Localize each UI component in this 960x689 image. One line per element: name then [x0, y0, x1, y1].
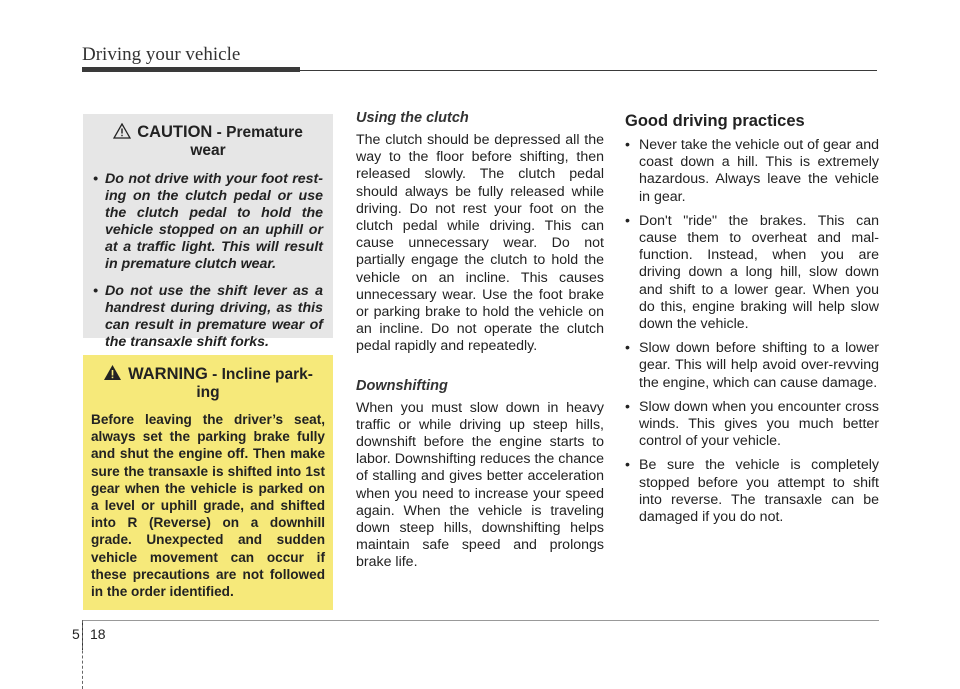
caution-box	[83, 114, 333, 350]
header-rule-thin	[300, 70, 877, 71]
warning-title-suffix: - Incline park-	[207, 366, 313, 383]
caution-title-suffix: - Premature	[212, 124, 303, 141]
practice-item: • Don't "ride" the brakes. This can cause them to overheat and mal-function. Instead, when you are driving down a long hill, slow down and shift to a lower gear. When you do this, engine braking will help slow down the vehicle.	[625, 213, 879, 333]
caution-list	[93, 171, 323, 351]
caution-triangle-icon	[113, 123, 131, 139]
caution-item: • Do not use the shift lever as a handrest during driving, as this can result in premature wear of the transaxle shift forks.	[93, 283, 323, 351]
warning-heading	[83, 364, 333, 402]
warning-triangle-icon	[103, 364, 122, 381]
practice-item: • Be sure the vehicle is completely stopped before you attempt to shift into reverse. The transaxle can be damaged if you do not.	[625, 457, 879, 526]
warning-title-suffix-cont: ing	[196, 384, 220, 401]
right-column	[625, 110, 879, 533]
practices-heading: Good driving practices	[625, 112, 805, 130]
clutch-paragraph: The clutch should be depressed all the way to the floor before shifting, then released slowly. The clutch pedal should always be fully released while driving. Do not rest your foot on the clutch pedal while driving. This can cause unnecessary wear. Do not partially engage the clutch to hold the vehicle on an incline. This causes unnecessary wear. Use the foot brake or parking brake to hold the vehicle on an incline. Do not operate the clutch pedal rapidly and repeatedly.	[356, 132, 604, 355]
practice-item: • Slow down when you encounter cross winds. This gives you much better control of your vehicle.	[625, 399, 879, 451]
header-rule-thick	[82, 67, 300, 72]
practice-item: • Slow down before shifting to a lower gear. This will help avoid over-revving the engine, which can cause damage.	[625, 340, 879, 392]
caution-title-suffix-cont: wear	[190, 142, 226, 159]
practice-item: • Never take the vehicle out of gear and coast down a hill. This is extremely hazardous. Always leave the vehicle in gear.	[625, 137, 879, 206]
downshifting-paragraph: When you must slow down in heavy traffic or while driving up steep hills, downshift before the engine starts to labor. Downshifting reduces the chance of stalling and gives better acceleration when you need to increase your speed again. When the vehicle is traveling down steep hills, downshifting helps maintain safe speed and prolongs brake life.	[356, 399, 604, 571]
clutch-heading: Using the clutch	[356, 110, 469, 126]
footer-margin-line	[82, 620, 84, 689]
chapter-number: 5	[72, 626, 80, 642]
caution-heading	[83, 123, 333, 160]
warning-box	[83, 355, 333, 610]
caution-label: CAUTION	[137, 123, 213, 141]
page-header-title: Driving your vehicle	[82, 44, 241, 65]
page-number: 18	[90, 626, 106, 642]
caution-item: • Do not drive with your foot rest-ing on the clutch pedal or use the clutch pedal to hold the vehicle stopped on an uphill or at a traffic light. This will result in premature clutch wear.	[93, 171, 323, 273]
practices-list	[625, 137, 879, 526]
middle-column	[356, 110, 604, 572]
warning-label: WARNING	[128, 365, 208, 383]
downshifting-heading: Downshifting	[356, 377, 448, 394]
warning-text: Before leaving the driver’s seat, always set the parking brake fully and shut the engine off. Then make sure the transaxle is shifted into 1st gear when the vehicle is parked on a level or uphill grade, and shifted into R (Reverse) on a downhill grade. Unexpected and sudden vehicle movement can occur if these precautions are not followed in the order identified.	[91, 412, 325, 600]
footer-rule	[82, 620, 879, 621]
